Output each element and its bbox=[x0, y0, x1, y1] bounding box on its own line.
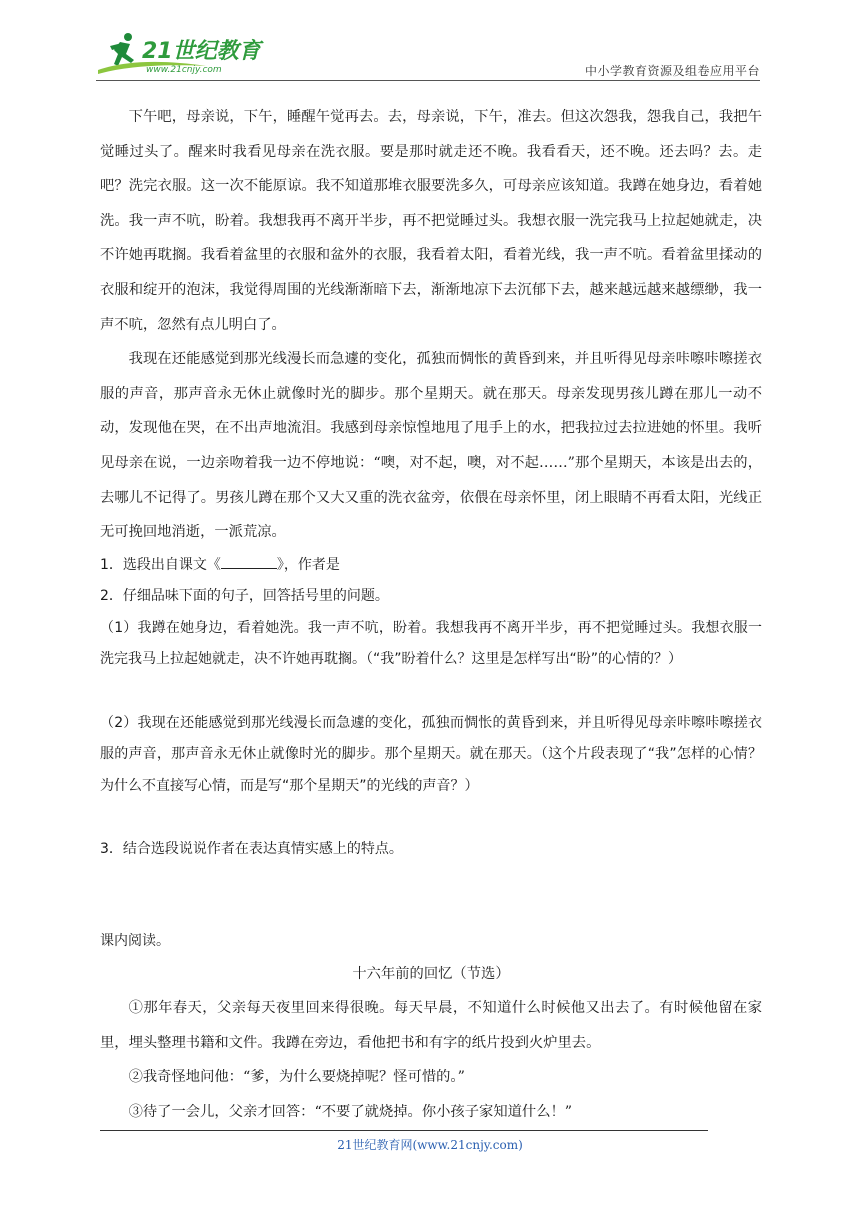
logo-text: 21世纪教育 bbox=[142, 39, 261, 64]
question-2: 2．仔细品味下面的句子，回答括号里的问题。 bbox=[100, 588, 389, 605]
section-paragraph-3: ③待了一会儿，父亲才回答：“不要了就烧掉。你小孩子家知道什么！” bbox=[128, 1104, 573, 1120]
passage-paragraph-2: 我现在还能感觉到那光线漫长而急遽的变化，孤独而惆怅的黄昏到来，并且听得见母亲咔嚓咔嚓搓衣服的声音，那声音永无休止就像时光的脚步。那个星期天。就在那天。母亲发现男孩儿蹲在那儿一动不动，发现他在哭，在不出声地流泪。我感到母亲惊惶地甩了甩手上的水，把我拉过去拉进她的怀里。我听见母亲在说，一边亲吻着我一边不停地说：“噢，对不起，噢，对不起……”那个星期天，本该是出去的，去哪儿不记得了。男孩儿蹲在那个又大又重的洗衣盆旁，依偎在母亲怀里，闭上眼睛不再看太阳，光线正无可挽回地消逝，一派荒凉。 bbox=[100, 351, 762, 541]
answer-space[interactable] bbox=[100, 866, 762, 926]
footer-divider bbox=[100, 1130, 708, 1131]
question-1 bbox=[100, 550, 762, 582]
page-header bbox=[96, 30, 760, 80]
section-intro: 课内阅读。 bbox=[100, 932, 170, 949]
question-3: 3．结合选段说说作者在表达真情实感上的特点。 bbox=[100, 841, 403, 858]
question-1-prefix: 1．选段出自课文《 bbox=[100, 556, 221, 573]
platform-name: 中小学教育资源及组卷应用平台 bbox=[584, 64, 760, 78]
passage-paragraph-1: 下午吧，母亲说，下午，睡醒午觉再去。去，母亲说，下午，准去。但这次怨我，怨我自己，我把午觉睡过头了。醒来时我看见母亲在洗衣服。要是那时就走还不晚。我看看天，还不晚。还去吗？去。走吧？洗完衣服。这一次不能原谅。我不知道那堆衣服要洗多久，可母亲应该知道。我蹲在她身边，看着她洗。我一声不吭，盼着。我想我再不离开半步，再不把觉睡过头。我想衣服一洗完我马上拉起她就走，决不许她再耽搁。我看着盆里的衣服和盆外的衣服，我看着太阳，看着光线，我一声不吭。看着盆里揉动的衣服和绽开的泡沫，我觉得周围的光线渐渐暗下去，渐渐地凉下去沉郁下去，越来越远越来越缥缈，我一声不吭，忽然有点儿明白了。 bbox=[100, 109, 762, 333]
answer-blank[interactable] bbox=[221, 554, 277, 569]
question-2-2: （2）我现在还能感觉到那光线漫长而急遽的变化，孤独而惆怅的黄昏到来，并且听得见母亲咔嚓咔嚓搓衣服的声音，那声音永无休止就像时光的脚步。那个星期天。就在那天。（这个片段表现了“我”怎样的心情？为什么不直接写心情，而是写“那个星期天”的光线的声音？） bbox=[100, 714, 762, 794]
logo-url: www.21cnjy.com bbox=[146, 65, 222, 75]
question-2-1: （1）我蹲在她身边，看着她洗。我一声不吭，盼着。我想我再不离开半步，再不把觉睡过头。我想衣服一洗完我马上拉起她就走，决不许她再耽搁。（“我”盼着什么？这里是怎样写出“盼”的心情的？） bbox=[100, 619, 762, 668]
document-body bbox=[100, 100, 762, 1130]
section-paragraph-1: ①那年春天，父亲每天夜里回来得很晚。每天早晨，不知道什么时候他又出去了。有时候他留在家里，埋头整理书籍和文件。我蹲在旁边，看他把书和有字的纸片投到火炉里去。 bbox=[100, 1000, 762, 1051]
section-title: 十六年前的回忆（节选） bbox=[352, 966, 510, 983]
answer-space[interactable] bbox=[100, 676, 762, 708]
footer-link[interactable]: 21世纪教育网(www.21cnjy.com) bbox=[337, 1138, 523, 1152]
site-logo bbox=[96, 30, 266, 78]
answer-space[interactable] bbox=[100, 802, 762, 834]
question-1-suffix: 》，作者是 bbox=[276, 556, 340, 573]
header-divider bbox=[96, 80, 760, 81]
section-paragraph-2: ②我奇怪地问他：“爹，为什么要烧掉呢？怪可惜的。” bbox=[128, 1069, 465, 1086]
